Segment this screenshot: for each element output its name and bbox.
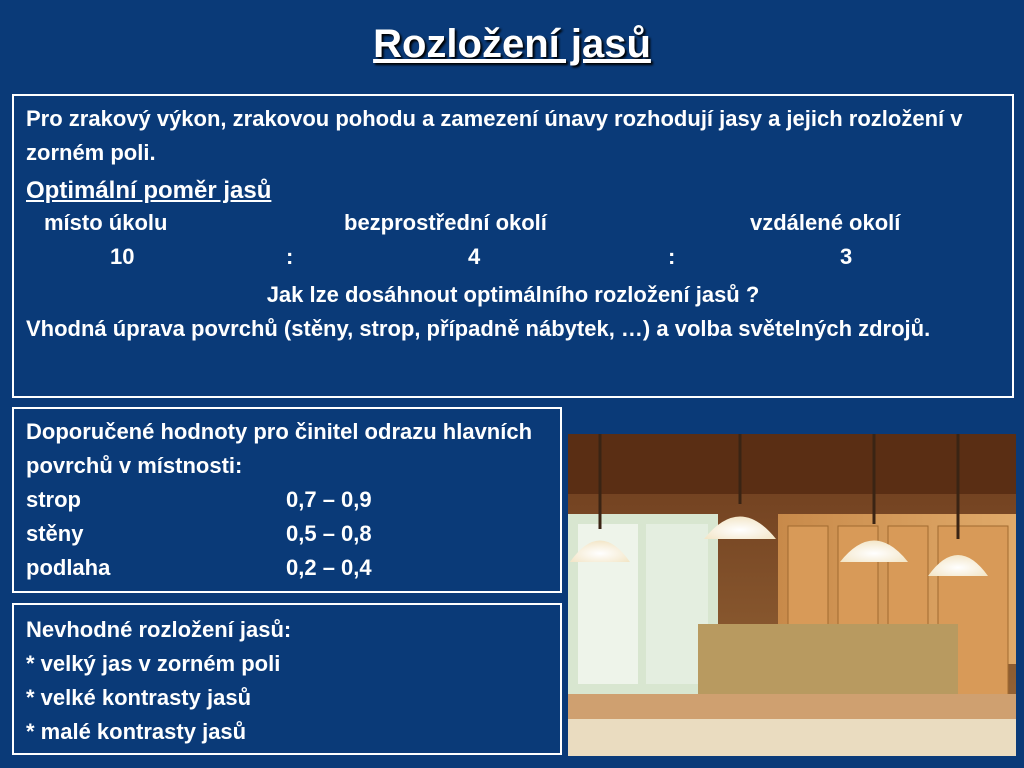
unsuitable-heading: Nevhodné rozložení jasů:: [26, 617, 292, 642]
ratio-separator-2: :: [668, 244, 676, 269]
reflectance-row: [26, 517, 548, 551]
list-item: * velký jas v zorném poli: [26, 651, 281, 676]
reflectance-heading: Doporučené hodnoty pro činitel odrazu hlavních povrchů v místnosti:: [26, 419, 533, 478]
intro-box: [12, 94, 1014, 398]
ratio-labels-row: [26, 206, 1000, 240]
kitchen-illustration: [568, 434, 1016, 756]
ratio-values-row: [26, 240, 1000, 274]
value-task: 10: [110, 244, 135, 269]
reflectance-value: 0,5 – 0,8: [286, 521, 372, 546]
reflectance-label: podlaha: [26, 555, 111, 580]
label-distant-surroundings: vzdálené okolí: [750, 210, 901, 235]
label-immediate-surroundings: bezprostřední okolí: [344, 210, 547, 235]
intro-text: Pro zrakový výkon, zrakovou pohodu a zamezení únavy rozhodují jasy a jejich rozložení v zorném poli.: [26, 106, 963, 165]
reflectance-row: [26, 483, 548, 517]
page-title: Rozložení jasů: [373, 22, 651, 66]
reflectance-label: strop: [26, 487, 81, 512]
value-distant: 3: [840, 244, 853, 269]
list-item: * malé kontrasty jasů: [26, 719, 247, 744]
reflectance-box: [12, 407, 562, 593]
label-task-area: místo úkolu: [44, 210, 168, 235]
reflectance-row: [26, 551, 548, 585]
reflectance-value: 0,7 – 0,9: [286, 487, 372, 512]
reflectance-label: stěny: [26, 521, 84, 546]
answer-text: Vhodná úprava povrchů (stěny, strop, případně nábytek, …) a volba světelných zdrojů.: [26, 316, 931, 341]
value-immediate: 4: [468, 244, 481, 269]
list-item: * velké kontrasty jasů: [26, 685, 252, 710]
unsuitable-box: [12, 603, 562, 755]
reflectance-value: 0,2 – 0,4: [286, 555, 372, 580]
ratio-separator-1: :: [286, 244, 294, 269]
question-text: Jak lze dosáhnout optimálního rozložení jasů ?: [266, 282, 760, 307]
kitchen-photo: [568, 434, 1016, 756]
optimal-ratio-heading: Optimální poměr jasů: [26, 177, 272, 204]
